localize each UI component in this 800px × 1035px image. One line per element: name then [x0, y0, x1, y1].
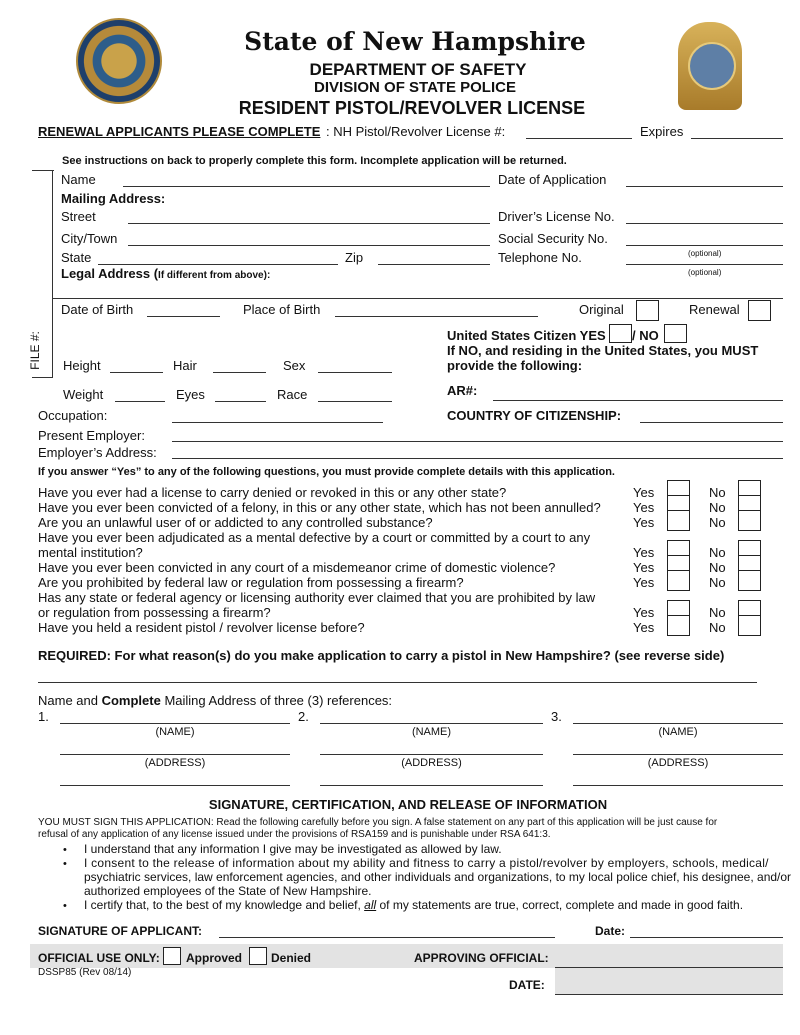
ref-intro-c: Mailing Address of three (3) references: [160, 693, 393, 708]
question-yes-checkbox[interactable] [667, 510, 690, 531]
reference-name-field[interactable] [573, 723, 783, 724]
official-date-band [555, 968, 783, 995]
certify-a: I certify that, to the best of my knowledge and belief, [84, 898, 365, 912]
yes-label: Yes [633, 545, 655, 560]
no-label: No [709, 560, 726, 575]
legal-address-label: Legal Address ( [61, 266, 159, 281]
citizen-label: United States Citizen YES [447, 328, 606, 343]
divider [32, 170, 54, 171]
occupation-field[interactable] [172, 422, 383, 423]
no-label: No [709, 605, 726, 620]
drivers-license-field[interactable] [626, 223, 783, 224]
questions-intro: If you answer “Yes” to any of the following questions, you must provide complete details with this application. [38, 466, 615, 478]
name-field[interactable] [123, 186, 490, 187]
signature-field[interactable] [219, 937, 555, 938]
certify-all: all [364, 898, 377, 912]
signature-date-label: Date: [595, 924, 626, 938]
question-text: Have you ever been convicted in any court of a misdemeanor crime of domestic violence? [38, 560, 556, 575]
no-label: No [709, 575, 726, 590]
bullet: • [63, 900, 67, 912]
reason-field[interactable] [38, 682, 757, 683]
sex-field[interactable] [318, 372, 392, 373]
ref-intro-a: Name and [38, 693, 102, 708]
renewal-checkbox[interactable] [748, 300, 771, 321]
renewal-label: RENEWAL APPLICANTS PLEASE COMPLETE [38, 124, 321, 139]
employer-label: Present Employer: [38, 428, 145, 443]
eyes-field[interactable] [215, 401, 266, 402]
question-text: Have you ever been adjudicated as a mental defective by a court or committed by a court to any [38, 530, 591, 545]
question-text: Have you ever been convicted of a felony, in this or any other state, which has not been annulled? [38, 500, 601, 515]
date-of-application-label: Date of Application [498, 172, 607, 187]
ar-label: AR#: [447, 383, 478, 398]
license-number-label: : NH Pistol/Revolver License #: [326, 124, 506, 139]
race-field[interactable] [318, 401, 392, 402]
reference-name-caption: (NAME) [155, 726, 195, 738]
legal-address-field[interactable] [53, 298, 783, 299]
street-label: Street [61, 209, 96, 224]
citizen-yes-checkbox[interactable] [609, 324, 632, 343]
reference-number: 2. [298, 709, 309, 724]
employer-address-field[interactable] [172, 458, 783, 459]
legal-address-heading [61, 266, 270, 283]
yes-label: Yes [633, 605, 655, 620]
division-title: DIVISION OF STATE POLICE [314, 79, 516, 96]
height-field[interactable] [110, 372, 163, 373]
city-label: City/Town [61, 231, 118, 246]
yes-label: Yes [633, 485, 655, 500]
approving-official-label: APPROVING OFFICIAL: [414, 951, 549, 965]
reference-address-field[interactable] [320, 754, 543, 755]
reference-address-field-2[interactable] [320, 785, 543, 786]
reference-address-caption: (ADDRESS) [144, 757, 206, 769]
citizen-no-label: / NO [632, 328, 659, 343]
reference-name-field[interactable] [320, 723, 543, 724]
sign-warning-1: YOU MUST SIGN THIS APPLICATION: Read the following carefully before you sign. A false statement on any part of this application will be just cause for [38, 817, 718, 828]
question-no-checkbox[interactable] [738, 510, 761, 531]
telephone-optional-note: (optional) [688, 268, 722, 277]
official-date-field[interactable] [555, 994, 783, 995]
reference-name-caption: (NAME) [658, 726, 698, 738]
question-text: or regulation from possessing a firearm? [38, 605, 271, 620]
ar-field[interactable] [493, 400, 783, 401]
approving-official-field[interactable] [555, 967, 783, 968]
country-field[interactable] [640, 422, 783, 423]
eyes-label: Eyes [176, 387, 205, 402]
telephone-label: Telephone No. [498, 250, 582, 265]
state-title: State of New Hampshire [244, 27, 586, 56]
file-number-label: FILE #: [27, 331, 42, 370]
state-police-badge-icon [678, 22, 742, 110]
city-field[interactable] [128, 245, 490, 246]
question-text: Has any state or federal agency or licensing authority ever claimed that you are prohibited by law [38, 590, 596, 605]
employer-field[interactable] [172, 441, 783, 442]
certify-c: of my statements are true, correct, complete and made in good faith. [376, 898, 744, 912]
question-text: Have you ever had a license to carry denied or revoked in this or any other state? [38, 485, 507, 500]
height-label: Height [63, 358, 101, 373]
statement-investigation: I understand that any information I give may be investigated as allowed by law. [84, 842, 502, 856]
official-use-label: OFFICIAL USE ONLY: [38, 951, 160, 965]
denied-checkbox[interactable] [249, 947, 267, 965]
name-label: Name [61, 172, 96, 187]
hair-field[interactable] [213, 372, 266, 373]
state-field[interactable] [98, 264, 338, 265]
country-label: COUNTRY OF CITIZENSHIP: [447, 408, 622, 423]
reference-address-field[interactable] [60, 754, 290, 755]
original-label: Original [579, 302, 624, 317]
denied-label: Denied [271, 951, 312, 965]
no-label: No [709, 485, 726, 500]
question-yes-checkbox[interactable] [667, 615, 690, 636]
pob-label: Place of Birth [243, 302, 321, 317]
occupation-label: Occupation: [38, 408, 108, 423]
signature-date-field[interactable] [630, 937, 783, 938]
references-intro [38, 693, 392, 708]
approved-label: Approved [186, 951, 243, 965]
question-no-checkbox[interactable] [738, 615, 761, 636]
question-text: mental institution? [38, 545, 143, 560]
signature-heading: SIGNATURE, CERTIFICATION, AND RELEASE OF INFORMATION [208, 797, 608, 812]
ref-intro-b: Complete [101, 693, 161, 708]
reference-address-caption: (ADDRESS) [647, 757, 709, 769]
reference-number: 3. [551, 709, 562, 724]
question-text: Are you an unlawful user of or addicted to any controlled substance? [38, 515, 433, 530]
mailing-address-heading: Mailing Address: [61, 191, 166, 206]
bullet: • [63, 858, 67, 870]
no-label: No [709, 515, 726, 530]
question-text: Are you prohibited by federal law or regulation from possessing a firearm? [38, 575, 464, 590]
expires-field[interactable] [691, 138, 783, 139]
statement-certify [84, 898, 743, 913]
no-label: No [709, 545, 726, 560]
signature-label: SIGNATURE OF APPLICANT: [38, 924, 202, 938]
reference-name-caption: (NAME) [411, 726, 452, 738]
statement-consent-2: psychiatric services, law enforcement agencies, and other individuals and organizations, to my local police chief, his designee, and/or [84, 870, 792, 884]
dob-label: Date of Birth [61, 302, 134, 317]
hair-label: Hair [173, 358, 197, 373]
zip-field[interactable] [378, 264, 490, 265]
required-reason-label: REQUIRED: For what reason(s) do you make application to carry a pistol in New Hampshire? (see reverse side) [38, 648, 725, 663]
reference-address-caption: (ADDRESS) [401, 757, 462, 769]
yes-label: Yes [633, 620, 655, 635]
expires-label: Expires [640, 124, 684, 139]
yes-label: Yes [633, 575, 655, 590]
drivers-license-label: Driver’s License No. [498, 209, 615, 224]
approved-checkbox[interactable] [163, 947, 181, 965]
dob-field[interactable] [147, 316, 220, 317]
statement-consent-1: I consent to the release of information about my ability and fitness to carry a pistol/revolver by employers, schools, medical/ [84, 856, 769, 870]
official-date-label: DATE: [509, 978, 545, 992]
bullet: • [63, 844, 67, 856]
form-title: RESIDENT PISTOL/REVOLVER LICENSE [238, 98, 586, 118]
employer-address-label: Employer’s Address: [38, 445, 157, 460]
citizen-no-checkbox[interactable] [664, 324, 687, 343]
sex-label: Sex [283, 358, 306, 373]
form-id: DSSP85 (Rev 08/14) [38, 967, 132, 978]
renewal-label-2: Renewal [689, 302, 740, 317]
ssn-optional-note: (optional) [688, 249, 722, 258]
non-citizen-note-1: If NO, and residing in the United States, you MUST [447, 343, 759, 358]
original-checkbox[interactable] [636, 300, 659, 321]
reference-name-field[interactable] [60, 723, 290, 724]
date-of-application-field[interactable] [626, 186, 783, 187]
yes-label: Yes [633, 515, 655, 530]
legal-address-note: If different from above): [158, 270, 271, 281]
question-text: Have you held a resident pistol / revolver license before? [38, 620, 365, 635]
department-title: DEPARTMENT OF SAFETY [309, 60, 527, 79]
reference-address-field[interactable] [573, 754, 783, 755]
non-citizen-note-2: provide the following: [447, 358, 583, 373]
instructions: See instructions on back to properly complete this form. Incomplete application will be returned. [62, 155, 567, 167]
statement-consent-3: authorized employees of the State of New Hampshire. [84, 884, 372, 898]
ssn-label: Social Security No. [498, 231, 608, 246]
street-field[interactable] [128, 223, 490, 224]
reference-address-field-2[interactable] [60, 785, 290, 786]
pob-field[interactable] [335, 316, 538, 317]
license-number-field[interactable] [526, 138, 632, 139]
yes-label: Yes [633, 560, 655, 575]
question-yes-checkbox[interactable] [667, 570, 690, 591]
yes-label: Yes [633, 500, 655, 515]
reference-number: 1. [38, 709, 49, 724]
reference-address-field-2[interactable] [573, 785, 783, 786]
weight-label: Weight [63, 387, 104, 402]
weight-field[interactable] [115, 401, 165, 402]
state-label: State [61, 250, 92, 265]
question-no-checkbox[interactable] [738, 570, 761, 591]
race-label: Race [277, 387, 308, 402]
no-label: No [709, 500, 726, 515]
no-label: No [709, 620, 726, 635]
state-seal-icon [76, 18, 162, 104]
zip-label: Zip [345, 250, 364, 265]
sign-warning-2: refusal of any application of any license issued under the provisions of RSA159 and is punishable under RSA 641:3. [38, 829, 551, 840]
